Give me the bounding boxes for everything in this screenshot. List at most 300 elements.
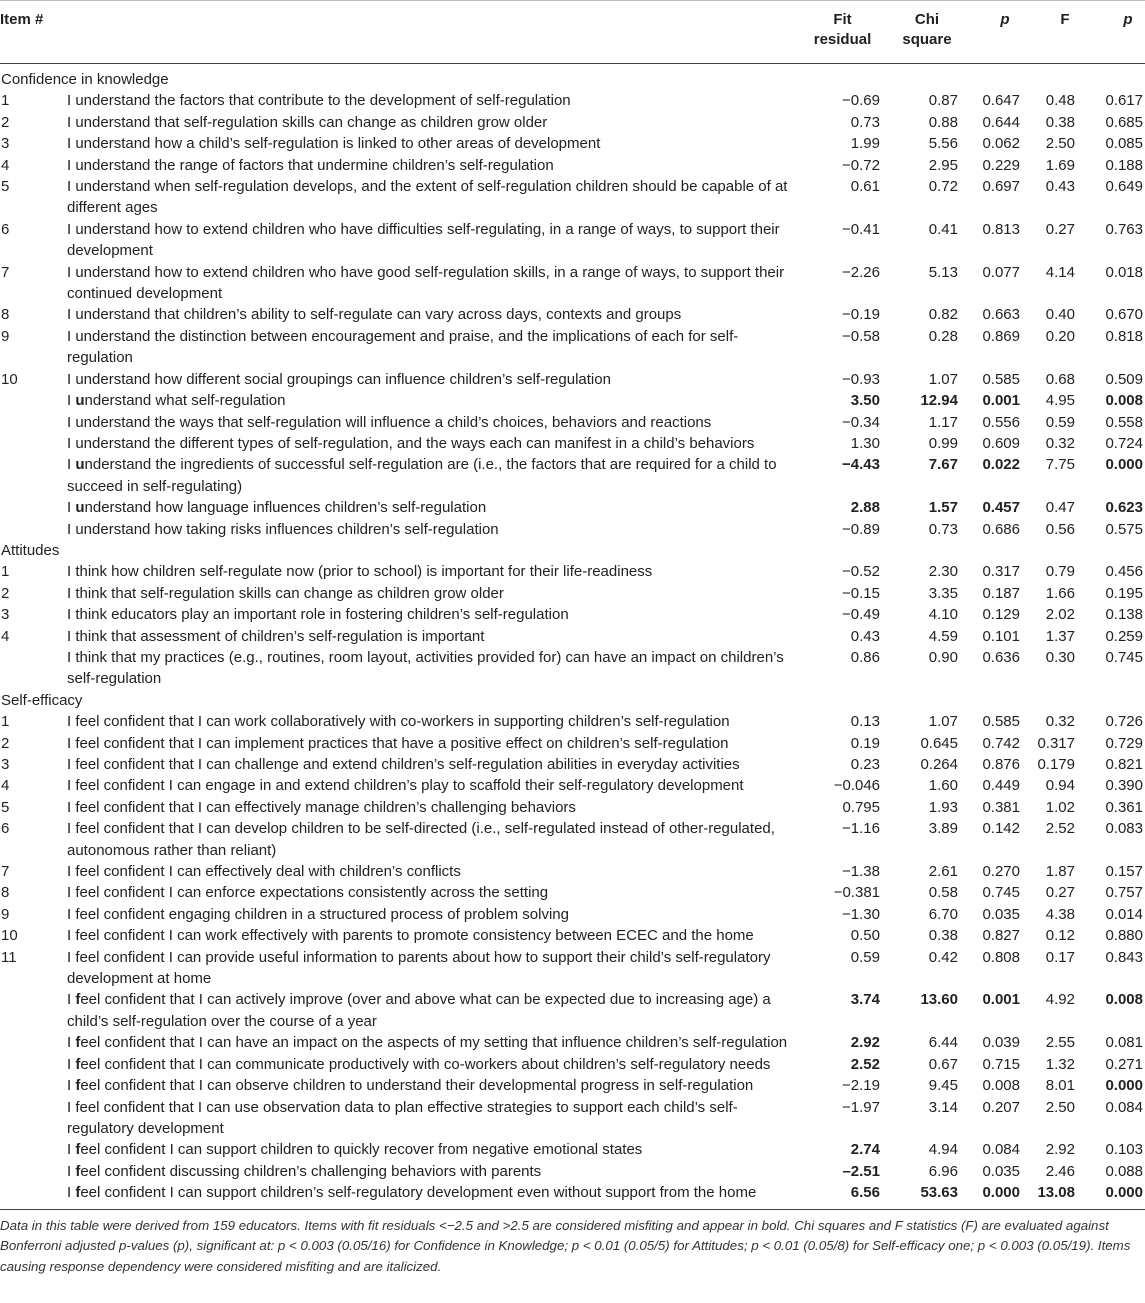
fit-residual-value: 6.56 <box>850 1184 880 1202</box>
table-row <box>0 1032 1145 1053</box>
item-description <box>67 604 805 625</box>
item-text-bold-letter: f <box>75 1034 81 1052</box>
item-text: I understand how to extend children who have good self-regulation skills, in a range of ways, to support their continued development <box>67 263 785 303</box>
p-value-f: 0.724 <box>1105 434 1143 452</box>
table-row <box>0 882 1145 903</box>
f-value: 1.66 <box>1045 584 1075 602</box>
chi-square-value: 0.99 <box>928 434 958 452</box>
item-text: I feel confident that I can effectively manage children’s challenging behaviors <box>67 798 576 816</box>
item-description <box>67 90 805 111</box>
p-value-chi: 0.001 <box>982 392 1020 410</box>
chi-square-value: 5.56 <box>928 135 958 153</box>
chi-square-value: 5.13 <box>928 263 958 281</box>
f-value: 0.317 <box>1037 734 1075 752</box>
item-description <box>67 1139 805 1160</box>
chi-square-value: 9.45 <box>928 1077 958 1095</box>
p-value-f: 0.008 <box>1105 392 1143 410</box>
header-p2: p <box>1123 11 1133 28</box>
table-row <box>0 925 1145 946</box>
p-value-chi: 0.697 <box>982 178 1020 196</box>
p-value-chi: 0.035 <box>982 1162 1020 1180</box>
chi-square-value: 6.44 <box>928 1034 958 1052</box>
chi-square-value: 3.14 <box>928 1098 958 1116</box>
item-text: I think that self-regulation skills can change as children grow older <box>67 584 504 602</box>
item-text-lead: I <box>67 1077 76 1095</box>
item-description <box>67 133 805 154</box>
table-row <box>0 133 1145 154</box>
p-value-chi: 0.827 <box>982 927 1020 945</box>
item-text: nderstand the ingredients of successful self-regulation are (i.e., the factors that are required for a child to succeed in self-regulating) <box>67 456 777 495</box>
f-value: 1.32 <box>1045 1055 1075 1073</box>
header-chi-line1: Chi <box>914 11 940 28</box>
chi-square-value: 0.87 <box>928 92 958 110</box>
f-value: 0.20 <box>1045 327 1075 345</box>
p-value-chi: 0.084 <box>982 1141 1020 1159</box>
f-value: 4.38 <box>1045 905 1075 923</box>
item-number: 2 <box>1 113 10 131</box>
item-number <box>0 497 67 518</box>
chi-square-value: 0.28 <box>928 327 958 345</box>
chi-square-value: 1.93 <box>928 798 958 816</box>
fit-residual-value: 0.19 <box>850 734 880 752</box>
item-text: eel confident I can support children to quickly recover from negative emotional states <box>80 1141 643 1159</box>
item-description <box>67 390 805 411</box>
item-description <box>67 561 805 582</box>
item-number: 3 <box>1 606 10 624</box>
f-value: 0.27 <box>1045 884 1075 902</box>
item-description <box>67 818 805 861</box>
f-value: 1.87 <box>1045 863 1075 881</box>
item-number: 3 <box>1 135 10 153</box>
item-text: I understand how a child’s self-regulation is linked to other areas of development <box>67 135 601 153</box>
item-text-bold-letter: f <box>75 1141 81 1159</box>
item-text-lead: I <box>67 1162 76 1180</box>
f-value: 0.179 <box>1037 756 1075 773</box>
item-description <box>67 797 805 818</box>
p-value-f: 0.000 <box>1105 1077 1143 1095</box>
item-number <box>0 1139 67 1160</box>
table-row <box>0 390 1145 411</box>
p-value-f: 0.726 <box>1105 713 1143 731</box>
item-number <box>0 390 67 411</box>
item-text: I feel confident I can effectively deal with children’s conflicts <box>67 863 461 881</box>
header-chi-square <box>888 10 966 50</box>
fit-residual-value: −2.19 <box>842 1077 880 1095</box>
chi-square-value: 0.264 <box>920 756 958 773</box>
item-number <box>0 1161 67 1182</box>
item-text-bold-letter: u <box>75 392 85 410</box>
chi-square-value: 53.63 <box>920 1184 958 1202</box>
f-value: 0.56 <box>1045 520 1075 538</box>
f-value: 0.68 <box>1045 370 1075 388</box>
p-value-f: 0.000 <box>1105 456 1143 474</box>
item-description <box>67 433 805 454</box>
f-value: 0.47 <box>1045 499 1075 517</box>
item-description <box>67 882 805 903</box>
item-number: 5 <box>1 798 10 816</box>
item-number: 4 <box>1 156 10 174</box>
table-row <box>0 1097 1145 1140</box>
item-text-lead: I <box>67 991 76 1009</box>
table-row <box>0 1139 1145 1160</box>
item-number: 9 <box>1 327 10 345</box>
p-value-f: 0.509 <box>1105 370 1143 388</box>
fit-residual-value: 2.74 <box>850 1141 880 1159</box>
item-number: 8 <box>1 306 10 324</box>
item-description <box>67 733 805 754</box>
p-value-f: 0.085 <box>1105 135 1143 153</box>
f-value: 2.50 <box>1045 1098 1075 1116</box>
table-row <box>0 1161 1145 1182</box>
table-row <box>0 775 1145 796</box>
item-number: 4 <box>1 777 10 795</box>
fit-residual-value: 0.73 <box>850 113 880 131</box>
table-row <box>0 711 1145 732</box>
item-text: eel confident I can support children’s self-regulatory development even without support from the home <box>80 1184 757 1202</box>
fit-residual-value: 0.61 <box>850 178 880 196</box>
item-text: I think that my practices (e.g., routines, room layout, activities provided for) can have an impact on children’s self-regulation <box>67 648 784 688</box>
item-description <box>67 155 805 176</box>
chi-square-value: 12.94 <box>920 392 958 410</box>
p-value-chi: 0.585 <box>982 713 1020 731</box>
item-number <box>0 647 67 690</box>
p-value-chi: 0.381 <box>982 798 1020 816</box>
fit-residual-value: −0.046 <box>833 777 880 795</box>
p-value-f: 0.456 <box>1105 563 1143 581</box>
chi-square-value: 0.58 <box>928 884 958 902</box>
table-row <box>0 797 1145 818</box>
f-value: 0.59 <box>1045 413 1075 431</box>
chi-square-value: 2.30 <box>928 563 958 581</box>
f-value: 0.12 <box>1045 927 1075 945</box>
item-description <box>67 1182 805 1203</box>
p-value-f: 0.880 <box>1105 927 1143 945</box>
f-value: 0.30 <box>1045 648 1075 666</box>
fit-residual-value: –2.51 <box>842 1162 880 1180</box>
item-text: I understand the ways that self-regulation will influence a child’s choices, behaviors and reactions <box>67 413 712 431</box>
item-number: 3 <box>1 756 10 773</box>
f-value: 2.92 <box>1045 1141 1075 1159</box>
item-description <box>67 519 805 540</box>
section-title: Self-efficacy <box>1 691 83 709</box>
table-row <box>0 904 1145 925</box>
item-text-lead: I <box>67 1055 76 1073</box>
item-description <box>67 262 805 305</box>
item-number: 1 <box>1 713 10 731</box>
item-text-bold-letter: f <box>75 1184 81 1202</box>
p-value-chi: 0.077 <box>982 263 1020 281</box>
table-row <box>0 497 1145 518</box>
table-row <box>0 733 1145 754</box>
item-text: I think how children self-regulate now (prior to school) is important for their life-readiness <box>67 563 653 581</box>
p-value-chi: 0.129 <box>982 606 1020 624</box>
chi-square-value: 4.94 <box>928 1141 958 1159</box>
f-value: 1.69 <box>1045 156 1075 174</box>
p-value-f: 0.763 <box>1105 220 1143 238</box>
table-row <box>0 947 1145 990</box>
table-row <box>0 412 1145 433</box>
p-value-f: 0.018 <box>1105 263 1143 281</box>
chi-square-value: 2.61 <box>928 863 958 881</box>
item-text: I feel confident I can enforce expectations consistently across the setting <box>67 884 549 902</box>
table-row <box>0 304 1145 325</box>
fit-residual-value: −0.19 <box>842 306 880 324</box>
fit-residual-value: −2.26 <box>842 263 880 281</box>
item-number: 9 <box>1 905 10 923</box>
item-description <box>67 176 805 219</box>
fit-residual-value: 0.795 <box>842 798 880 816</box>
p-value-f: 0.685 <box>1105 113 1143 131</box>
item-number <box>0 454 67 497</box>
fit-residual-value: −1.97 <box>842 1098 880 1116</box>
fit-residual-value: −0.381 <box>833 884 880 902</box>
p-value-f: 0.729 <box>1105 734 1143 752</box>
p-value-chi: 0.585 <box>982 370 1020 388</box>
p-value-chi: 0.229 <box>982 156 1020 174</box>
f-value: 0.32 <box>1045 434 1075 452</box>
item-text: eel confident that I can communicate productively with co-workers about children’s self-regulatory needs <box>80 1055 771 1073</box>
item-text: nderstand how language influences children’s self-regulation <box>84 499 487 517</box>
f-value: 4.95 <box>1045 392 1075 410</box>
p-value-f: 0.575 <box>1105 520 1143 538</box>
item-number <box>0 412 67 433</box>
p-value-f: 0.084 <box>1105 1098 1143 1116</box>
header-item: Item # <box>0 11 44 28</box>
table-row <box>0 90 1145 111</box>
p-value-f: 0.623 <box>1105 499 1143 517</box>
item-text: I feel confident that I can challenge and extend children’s self-regulation abilities in everyday activities <box>67 756 740 773</box>
item-description <box>67 1161 805 1182</box>
table-row <box>0 1182 1145 1203</box>
p-value-chi: 0.000 <box>982 1184 1020 1202</box>
table-row <box>0 647 1145 690</box>
fit-residual-value: 3.50 <box>850 392 880 410</box>
item-number: 10 <box>1 927 18 945</box>
p-value-chi: 0.876 <box>982 756 1020 773</box>
item-text: eel confident that I can have an impact on the aspects of my setting that influence children’s self-regulation <box>80 1034 788 1052</box>
f-value: 2.46 <box>1045 1162 1075 1180</box>
item-description <box>67 497 805 518</box>
f-value: 2.02 <box>1045 606 1075 624</box>
item-text-lead: I <box>67 456 76 474</box>
header-chi-line2: square <box>902 31 952 48</box>
p-value-chi: 0.869 <box>982 327 1020 345</box>
item-number <box>0 433 67 454</box>
item-number <box>0 519 67 540</box>
item-description <box>67 1054 805 1075</box>
p-value-f: 0.670 <box>1105 306 1143 324</box>
item-text-lead: I <box>67 392 76 410</box>
chi-square-value: 0.88 <box>928 113 958 131</box>
p-value-f: 0.818 <box>1105 327 1143 345</box>
item-description <box>67 304 805 325</box>
chi-square-value: 3.35 <box>928 584 958 602</box>
item-number: 6 <box>1 820 10 838</box>
item-description <box>67 775 805 796</box>
item-number: 1 <box>1 92 10 110</box>
item-text-lead: I <box>67 1141 76 1159</box>
p-value-f: 0.188 <box>1105 156 1143 174</box>
table-row <box>0 433 1145 454</box>
fit-residual-value: −1.16 <box>842 820 880 838</box>
p-value-chi: 0.647 <box>982 92 1020 110</box>
chi-square-value: 6.70 <box>928 905 958 923</box>
f-value: 8.01 <box>1045 1077 1075 1095</box>
p-value-chi: 0.745 <box>982 884 1020 902</box>
item-number <box>0 1097 67 1140</box>
chi-square-value: 0.67 <box>928 1055 958 1073</box>
item-text: I feel confident I can work effectively with parents to promote consistency between ECEC and the home <box>67 927 754 945</box>
p-value-chi: 0.663 <box>982 306 1020 324</box>
item-number: 5 <box>1 178 10 196</box>
p-value-chi: 0.449 <box>982 777 1020 795</box>
fit-residual-value: 3.74 <box>850 991 880 1009</box>
item-number <box>0 989 67 1032</box>
fit-residual-value: 0.59 <box>850 948 880 966</box>
p-value-f: 0.361 <box>1105 798 1143 816</box>
item-number: 6 <box>1 220 10 238</box>
table-row <box>0 454 1145 497</box>
chi-square-value: 7.67 <box>928 456 958 474</box>
f-value: 0.94 <box>1045 777 1075 795</box>
item-description <box>67 861 805 882</box>
p-value-f: 0.271 <box>1105 1055 1143 1073</box>
chi-square-value: 0.38 <box>928 927 958 945</box>
p-value-chi: 0.609 <box>982 434 1020 452</box>
item-text: I feel confident that I can use observation data to plan effective strategies to support each child’s self-regulatory development <box>67 1098 738 1137</box>
p-value-f: 0.008 <box>1105 991 1143 1009</box>
table-row <box>0 112 1145 133</box>
fit-residual-value: 0.43 <box>850 627 880 645</box>
fit-residual-value: −0.89 <box>842 520 880 538</box>
table-row <box>0 1075 1145 1096</box>
item-number: 8 <box>1 884 10 902</box>
item-number: 11 <box>1 948 17 966</box>
fit-residual-value: −0.49 <box>842 606 880 624</box>
chi-square-value: 1.07 <box>928 370 958 388</box>
p-value-chi: 0.686 <box>982 520 1020 538</box>
item-text-bold-letter: f <box>75 1162 81 1180</box>
fit-residual-value: −0.15 <box>842 584 880 602</box>
table-row <box>0 989 1145 1032</box>
p-value-chi: 0.001 <box>982 991 1020 1009</box>
p-value-chi: 0.808 <box>982 948 1020 966</box>
item-number <box>0 1075 67 1096</box>
item-text: I feel confident that I can work collaboratively with co-workers in supporting children’s self-regulation <box>67 713 730 731</box>
item-description <box>67 711 805 732</box>
item-number: 4 <box>1 627 10 645</box>
table-body <box>0 64 1145 1210</box>
chi-square-value: 4.59 <box>928 627 958 645</box>
p-value-f: 0.617 <box>1105 92 1143 110</box>
item-description <box>67 904 805 925</box>
fit-residual-value: 2.92 <box>850 1034 880 1052</box>
fit-residual-value: −0.93 <box>842 370 880 388</box>
fit-residual-value: −1.30 <box>842 905 880 923</box>
header-f: F <box>1060 11 1070 28</box>
item-text-lead: I <box>67 499 76 517</box>
item-text: I understand the different types of self-regulation, and the ways each can manifest in a child’s behaviors <box>67 434 755 452</box>
fit-residual-value: 2.88 <box>850 499 880 517</box>
fit-residual-value: 2.52 <box>850 1055 880 1073</box>
f-value: 2.50 <box>1045 135 1075 153</box>
chi-square-value: 2.95 <box>928 156 958 174</box>
f-value: 2.55 <box>1045 1034 1075 1052</box>
fit-residual-value: 1.99 <box>850 135 880 153</box>
table-row <box>0 604 1145 625</box>
item-number: 2 <box>1 734 10 752</box>
p-value-f: 0.157 <box>1105 863 1143 881</box>
item-description <box>67 412 805 433</box>
p-value-f: 0.000 <box>1105 1184 1143 1202</box>
table-row <box>0 1054 1145 1075</box>
p-value-f: 0.390 <box>1105 777 1143 795</box>
f-value: 7.75 <box>1045 456 1075 474</box>
p-value-chi: 0.457 <box>982 499 1020 517</box>
item-description <box>67 925 805 946</box>
item-text: I understand when self-regulation develops, and the extent of self-regulation children should be capable of at different ages <box>67 178 788 217</box>
fit-residual-value: −4.43 <box>842 456 880 474</box>
item-text: I understand how different social groupings can influence children’s self-regulation <box>67 370 611 388</box>
chi-square-value: 0.90 <box>928 648 958 666</box>
item-text-lead: I <box>67 1034 76 1052</box>
item-description <box>67 326 805 369</box>
header-fit-line2: residual <box>813 31 872 48</box>
p-value-chi: 0.742 <box>982 734 1020 752</box>
item-number <box>0 1182 67 1203</box>
table-row <box>0 626 1145 647</box>
item-description <box>67 1075 805 1096</box>
table-row <box>0 262 1145 305</box>
section-title: Attitudes <box>1 541 60 559</box>
item-description <box>67 1032 805 1053</box>
p-value-chi: 0.142 <box>982 820 1020 838</box>
chi-square-value: 1.60 <box>928 777 958 795</box>
item-description <box>67 369 805 390</box>
p-value-f: 0.083 <box>1105 820 1143 838</box>
item-number: 7 <box>1 863 10 881</box>
f-value: 0.32 <box>1045 713 1075 731</box>
header-fit-line1: Fit <box>833 11 852 28</box>
fit-residual-value: 0.86 <box>850 648 880 666</box>
item-number: 2 <box>1 584 10 602</box>
chi-square-value: 0.41 <box>928 220 958 238</box>
item-text-bold-letter: u <box>75 499 85 517</box>
item-text: I understand the range of factors that undermine children’s self-regulation <box>67 156 554 174</box>
item-text: I understand the distinction between encouragement and praise, and the implications of each for self-regulation <box>67 327 739 367</box>
p-value-chi: 0.644 <box>982 113 1020 131</box>
chi-square-value: 3.89 <box>928 820 958 838</box>
p-value-f: 0.821 <box>1105 756 1143 773</box>
item-text: eel confident discussing children’s challenging behaviors with parents <box>80 1162 542 1180</box>
item-description <box>67 112 805 133</box>
f-value: 0.43 <box>1045 178 1075 196</box>
p-value-chi: 0.270 <box>982 863 1020 881</box>
chi-square-value: 1.17 <box>928 413 958 431</box>
p-value-chi: 0.207 <box>982 1098 1020 1116</box>
p-value-chi: 0.039 <box>982 1034 1020 1052</box>
p-value-f: 0.757 <box>1105 884 1143 902</box>
item-text-bold-letter: u <box>75 456 85 474</box>
fit-residual-value: −0.69 <box>842 92 880 110</box>
item-description <box>67 1097 805 1140</box>
table-row <box>0 155 1145 176</box>
fit-residual-value: −1.38 <box>842 863 880 881</box>
item-description <box>67 754 805 775</box>
table-row <box>0 369 1145 390</box>
p-value-f: 0.088 <box>1105 1162 1143 1180</box>
f-value: 2.52 <box>1045 820 1075 838</box>
